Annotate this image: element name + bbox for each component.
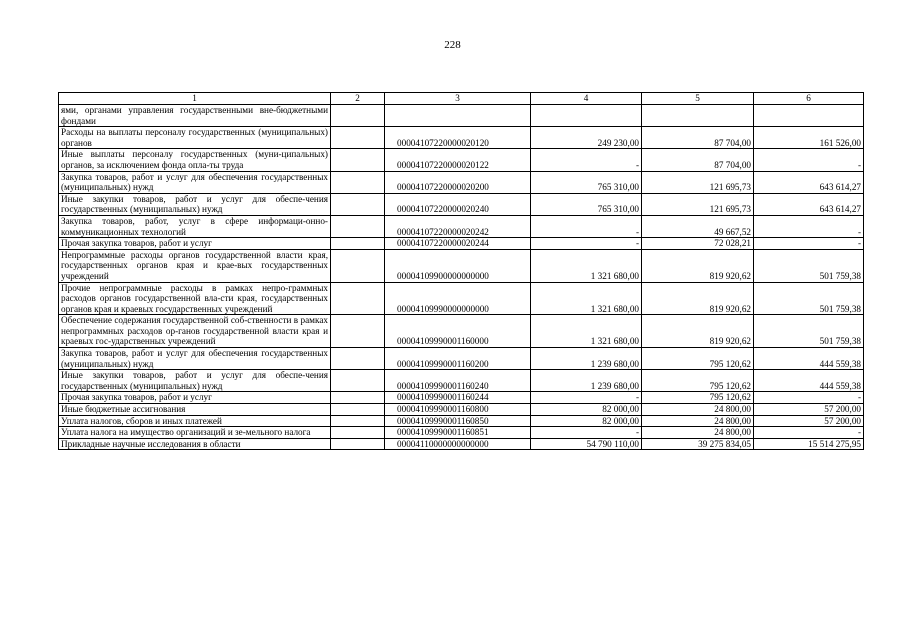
row-value-col5: 819 920,62 (642, 282, 754, 315)
empty-cell (331, 392, 385, 404)
table-row (59, 438, 864, 450)
row-name-cell: Обеспечение содержания государственной соб-ственности в рамках непрограммных расходов ор-ганов государственной власти края и краевых гос-ударственных учреждений (59, 315, 331, 348)
empty-cell (331, 404, 385, 416)
column-header: 4 (531, 93, 642, 105)
empty-cell (331, 238, 385, 250)
table-row (59, 282, 864, 315)
row-value-col5: 24 800,00 (642, 404, 754, 416)
row-code-cell (385, 105, 531, 127)
row-code-cell: 00004109990001160200 (385, 348, 531, 370)
budget-table (58, 92, 864, 450)
empty-cell (331, 249, 385, 282)
row-value-col4 (531, 105, 642, 127)
row-value-col6: 501 759,38 (754, 249, 864, 282)
row-value-col6: - (754, 392, 864, 404)
row-code-cell: 00004109990001160240 (385, 370, 531, 392)
column-header: 3 (385, 93, 531, 105)
table-row (59, 249, 864, 282)
table-row (59, 171, 864, 193)
row-name-cell: Иные закупки товаров, работ и услуг для обеспе-чения государственных (муниципальных) нужд (59, 370, 331, 392)
row-code-cell: 00004107220000020120 (385, 127, 531, 149)
row-name-cell: Прочая закупка товаров, работ и услуг (59, 238, 331, 250)
row-value-col6: 15 514 275,95 (754, 438, 864, 450)
table-row (59, 215, 864, 237)
page-number: 228 (444, 39, 461, 51)
empty-cell (331, 282, 385, 315)
row-value-col5: 24 800,00 (642, 427, 754, 439)
row-code-cell: 00004109990001160850 (385, 415, 531, 427)
table-row (59, 193, 864, 215)
row-value-col6: 161 526,00 (754, 127, 864, 149)
table-row (59, 392, 864, 404)
row-name-cell: Иные закупки товаров, работ и услуг для обеспе-чения государственных (муниципальных) нужд (59, 193, 331, 215)
column-header: 6 (754, 93, 864, 105)
header-row (59, 93, 864, 105)
row-code-cell: 00004109990000000000 (385, 282, 531, 315)
row-name-cell: Прикладные научные исследования в области (59, 438, 331, 450)
row-value-col6: 501 759,38 (754, 315, 864, 348)
row-value-col5: 39 275 834,05 (642, 438, 754, 450)
row-value-col6 (754, 105, 864, 127)
row-value-col6: 57 200,00 (754, 404, 864, 416)
row-name-cell: Иные выплаты персоналу государственных (муни-ципальных) органов, за исключением фонда опла-ты труда (59, 149, 331, 171)
row-value-col6: 444 559,38 (754, 370, 864, 392)
table-row (59, 127, 864, 149)
table-row (59, 149, 864, 171)
row-value-col4: 1 321 680,00 (531, 315, 642, 348)
row-value-col4: - (531, 392, 642, 404)
row-name-cell: Уплата налога на имущество организаций и зе-мельного налога (59, 427, 331, 439)
table-row (59, 348, 864, 370)
empty-cell (331, 193, 385, 215)
row-name-cell: Закупка товаров, работ и услуг для обеспечения государственных (муниципальных) нужд (59, 348, 331, 370)
table-row (59, 404, 864, 416)
row-value-col6: 57 200,00 (754, 415, 864, 427)
row-value-col4: 765 310,00 (531, 171, 642, 193)
row-code-cell: 00004107220000020122 (385, 149, 531, 171)
table-row (59, 105, 864, 127)
row-value-col5: 121 695,73 (642, 171, 754, 193)
table-row (59, 427, 864, 439)
row-name-cell: Непрограммные расходы органов государственной власти края, государственных органов края и крае-вых государственных учреждений (59, 249, 331, 282)
row-code-cell: 00004109990001160800 (385, 404, 531, 416)
row-value-col4: 1 239 680,00 (531, 370, 642, 392)
empty-cell (331, 438, 385, 450)
row-value-col6: 501 759,38 (754, 282, 864, 315)
row-value-col5: 49 667,52 (642, 215, 754, 237)
row-code-cell: 00004107220000020200 (385, 171, 531, 193)
row-value-col5: 819 920,62 (642, 315, 754, 348)
row-value-col5: 87 704,00 (642, 149, 754, 171)
row-value-col5: 795 120,62 (642, 348, 754, 370)
row-name-cell: Иные бюджетные ассигнования (59, 404, 331, 416)
row-code-cell: 00004110000000000000 (385, 438, 531, 450)
row-value-col5: 121 695,73 (642, 193, 754, 215)
row-value-col5 (642, 105, 754, 127)
row-code-cell: 00004107220000020244 (385, 238, 531, 250)
row-code-cell: 00004109990001160000 (385, 315, 531, 348)
empty-cell (331, 348, 385, 370)
row-value-col4: - (531, 149, 642, 171)
row-code-cell: 00004107220000020240 (385, 193, 531, 215)
empty-cell (331, 171, 385, 193)
row-value-col6: - (754, 215, 864, 237)
row-value-col6: - (754, 238, 864, 250)
table-row (59, 315, 864, 348)
row-code-cell: 00004109990001160851 (385, 427, 531, 439)
row-name-cell: Закупка товаров, работ, услуг в сфере информаци-онно-коммуникационных технологий (59, 215, 331, 237)
row-code-cell: 00004109900000000000 (385, 249, 531, 282)
row-value-col5: 24 800,00 (642, 415, 754, 427)
row-value-col5: 819 920,62 (642, 249, 754, 282)
row-name-cell: Прочие непрограммные расходы в рамках непро-граммных расходов органов государственной вла-сти края, государственных органов края и краевых государственных учреждений (59, 282, 331, 315)
table-row (59, 415, 864, 427)
row-value-col4: 1 321 680,00 (531, 249, 642, 282)
column-header: 5 (642, 93, 754, 105)
row-value-col4: - (531, 215, 642, 237)
row-code-cell: 00004107220000020242 (385, 215, 531, 237)
row-value-col4: 1 239 680,00 (531, 348, 642, 370)
row-value-col6: 643 614,27 (754, 193, 864, 215)
empty-cell (331, 215, 385, 237)
row-value-col5: 87 704,00 (642, 127, 754, 149)
empty-cell (331, 415, 385, 427)
empty-cell (331, 370, 385, 392)
row-value-col4: - (531, 238, 642, 250)
empty-cell (331, 427, 385, 439)
row-name-cell: Закупка товаров, работ и услуг для обеспечения государственных (муниципальных) нужд (59, 171, 331, 193)
row-value-col4: 54 790 110,00 (531, 438, 642, 450)
row-value-col4: 1 321 680,00 (531, 282, 642, 315)
table-row (59, 238, 864, 250)
table-row (59, 370, 864, 392)
column-header: 1 (59, 93, 331, 105)
column-header: 2 (331, 93, 385, 105)
row-value-col5: 795 120,62 (642, 392, 754, 404)
empty-cell (331, 315, 385, 348)
row-value-col4: 82 000,00 (531, 404, 642, 416)
row-value-col6: 444 559,38 (754, 348, 864, 370)
row-value-col6: - (754, 149, 864, 171)
row-code-cell: 00004109990001160244 (385, 392, 531, 404)
row-name-cell: Расходы на выплаты персоналу государственных (муниципальных) органов (59, 127, 331, 149)
row-value-col5: 795 120,62 (642, 370, 754, 392)
empty-cell (331, 127, 385, 149)
row-value-col5: 72 028,21 (642, 238, 754, 250)
row-value-col4: - (531, 427, 642, 439)
empty-cell (331, 105, 385, 127)
empty-cell (331, 149, 385, 171)
row-value-col4: 765 310,00 (531, 193, 642, 215)
row-name-cell: ями, органами управления государственными вне-бюджетными фондами (59, 105, 331, 127)
row-value-col4: 82 000,00 (531, 415, 642, 427)
row-value-col4: 249 230,00 (531, 127, 642, 149)
row-name-cell: Прочая закупка товаров, работ и услуг (59, 392, 331, 404)
row-name-cell: Уплата налогов, сборов и иных платежей (59, 415, 331, 427)
row-value-col6: - (754, 427, 864, 439)
row-value-col6: 643 614,27 (754, 171, 864, 193)
